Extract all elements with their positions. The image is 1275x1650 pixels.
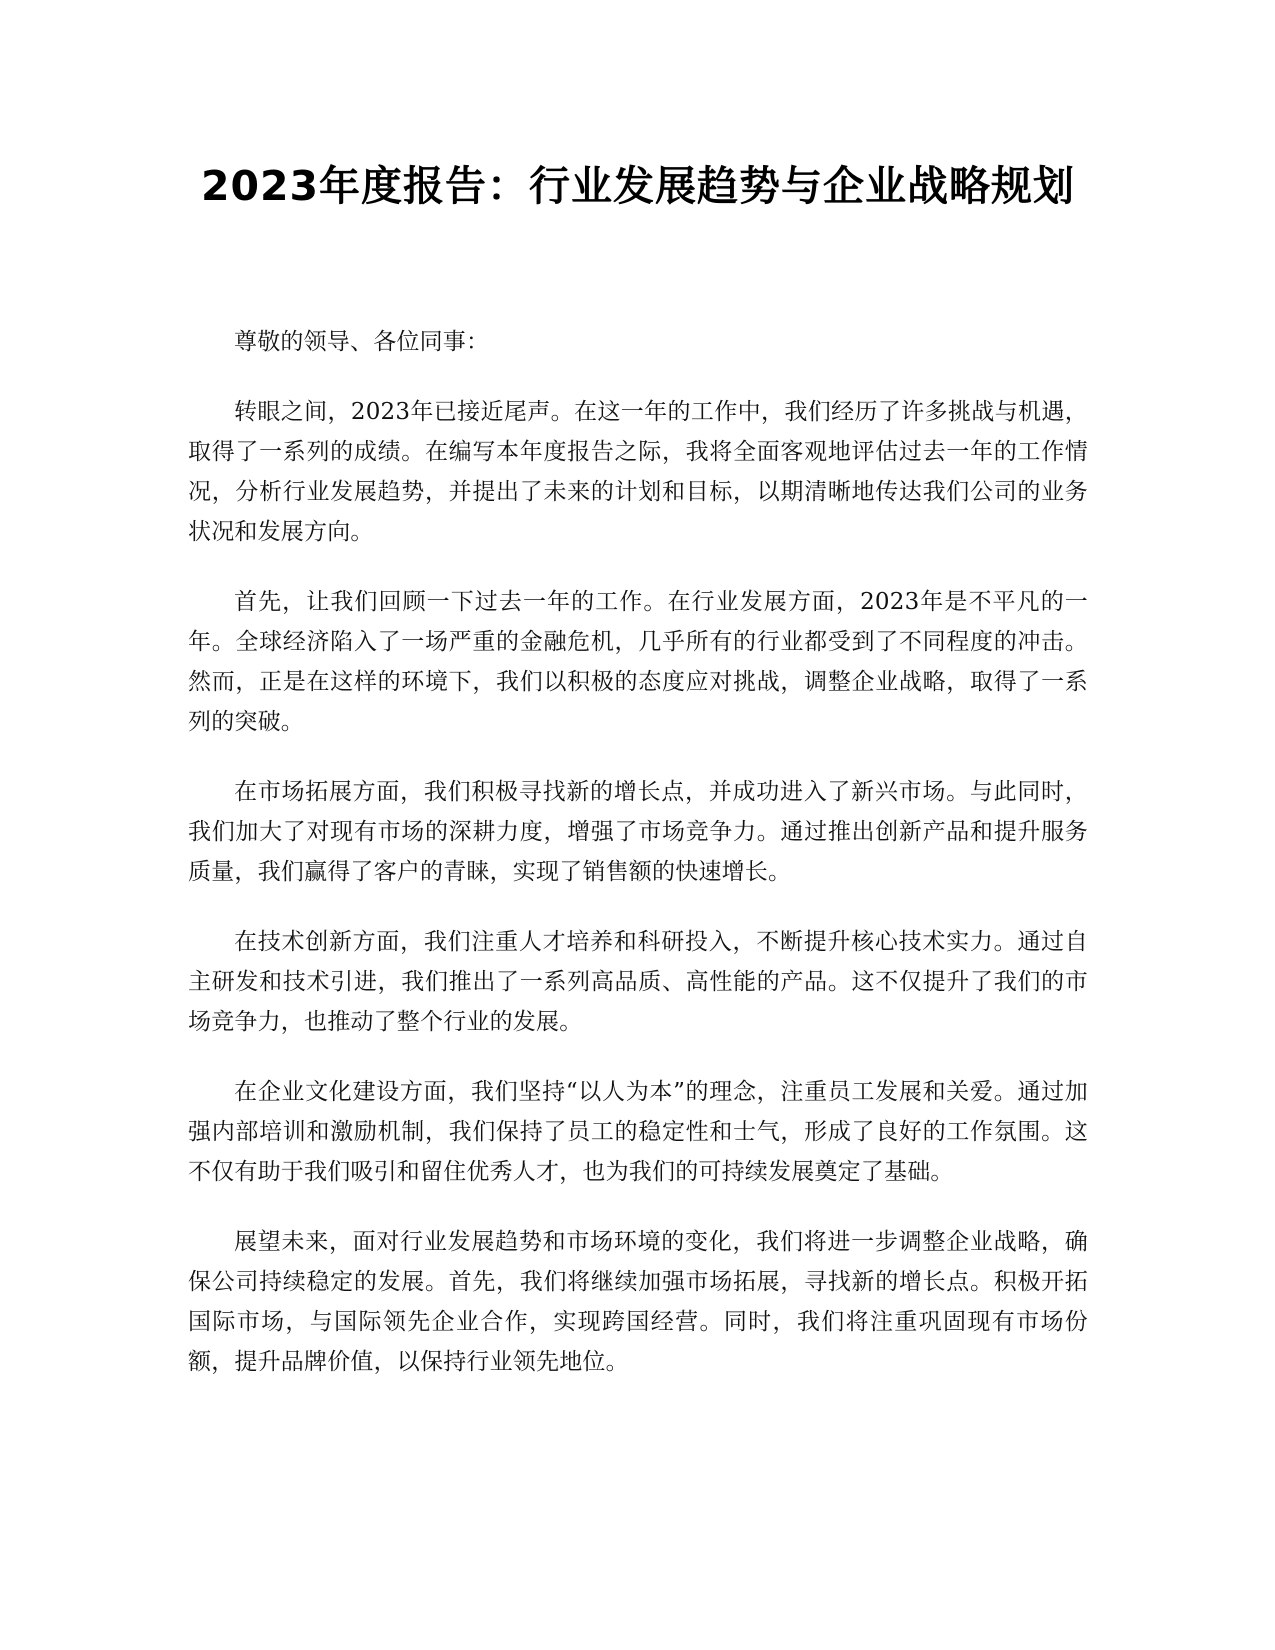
- document-title: 2023年度报告：行业发展趋势与企业战略规划: [200, 162, 1076, 210]
- corporate-culture-paragraph: 在企业文化建设方面，我们坚持“以人为本”的理念，注重员工发展和关爱。通过加强内部培训和激励机制，我们保持了员工的稳定性和士气，形成了良好的工作氛围。这不仅有助于我们吸引和留住优秀人才，也为我们的可持续发展奠定了基础。: [188, 1079, 1088, 1185]
- market-expansion-paragraph: 在市场拓展方面，我们积极寻找新的增长点，并成功进入了新兴市场。与此同时，我们加大了对现有市场的深耕力度，增强了市场竞争力。通过推出创新产品和提升服务质量，我们赢得了客户的青睐，实现了销售额的快速增长。: [188, 779, 1088, 885]
- outlook-paragraph: 展望未来，面对行业发展趋势和市场环境的变化，我们将进一步调整企业战略，确保公司持续稳定的发展。首先，我们将继续加强市场拓展，寻找新的增长点。积极开拓国际市场，与国际领先企业合作，实现跨国经营。同时，我们将注重巩固现有市场份额，提升品牌价值，以保持行业领先地位。: [188, 1229, 1088, 1375]
- tech-innovation-paragraph: 在技术创新方面，我们注重人才培养和科研投入，不断提升核心技术实力。通过自主研发和技术引进，我们推出了一系列高品质、高性能的产品。这不仅提升了我们的市场竞争力，也推动了整个行业的发展。: [188, 929, 1088, 1035]
- salutation-paragraph: 尊敬的领导、各位同事：: [234, 329, 490, 355]
- review-paragraph: 首先，让我们回顾一下过去一年的工作。在行业发展方面，2023年是不平凡的一年。全球经济陷入了一场严重的金融危机，几乎所有的行业都受到了不同程度的冲击。然而，正是在这样的环境下，我们以积极的态度应对挑战，调整企业战略，取得了一系列的突破。: [188, 589, 1088, 735]
- document-body: [188, 322, 1088, 1412]
- intro-paragraph: 转眼之间，2023年已接近尾声。在这一年的工作中，我们经历了许多挑战与机遇，取得了一系列的成绩。在编写本年度报告之际，我将全面客观地评估过去一年的工作情况，分析行业发展趋势，并提出了未来的计划和目标，以期清晰地传达我们公司的业务状况和发展方向。: [188, 399, 1088, 545]
